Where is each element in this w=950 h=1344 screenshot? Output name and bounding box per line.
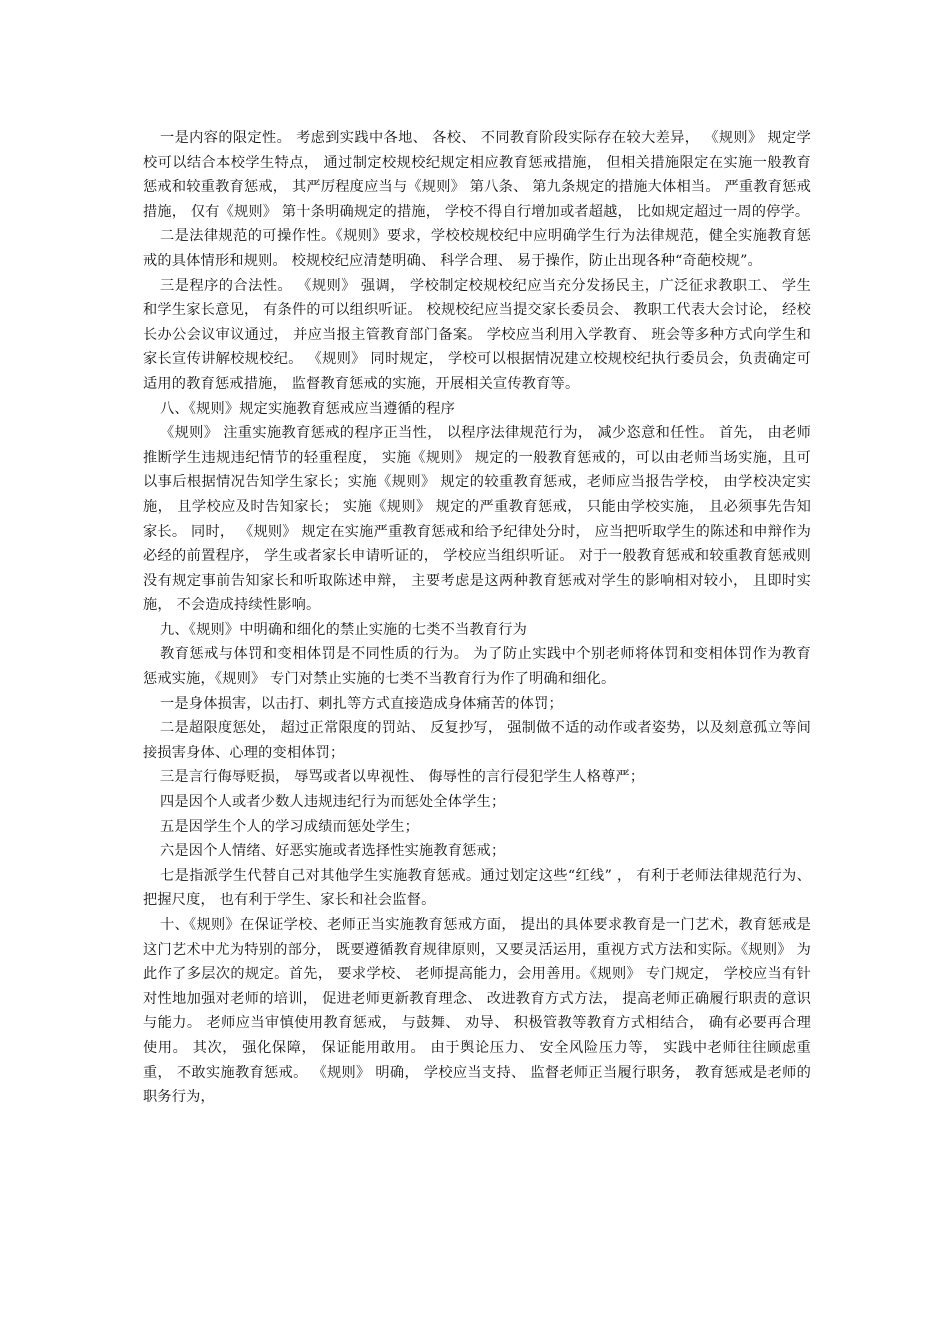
document-body (143, 126, 811, 1110)
list-item-2: 二是超限度惩处， 超过正常限度的罚站、 反复抄写， 强制做不适的动作或者姿势，以及刻意孤立等间接损害身体、心理的变相体罚； (143, 720, 811, 761)
section-heading-nine: 九、《规则》中明确和细化的禁止实施的七类不当教育行为 (160, 621, 528, 638)
paragraph-corporal-punishment: 教育惩戒与体罚和变相体罚是不同性质的行为。 为了防止实践中个别老师将体罚和变相体罚作为教育惩戒实施，《规则》 专门对禁止实施的七类不当教育行为作了明确和细化。 (143, 646, 811, 688)
list-item-6: 六是因个人情绪、好恶实施或者选择性实施教育惩戒； (160, 843, 506, 860)
paragraph-procedural-legality: 三是程序的合法性。 《规则》 强调， 学校制定校规校纪应当充分发扬民主，广泛征求教职工、 学生和学生家长意见， 有条件的可以组织听证。 校规校纪应当提交家长委员会、 教职工代表大会讨论， 经校长办公会议审议通过， 并应当报主管教育部门备案。 学校应当利用入学教育、 班会等多种方式向学生和家长宣传讲解校规校纪。 《规则》 同时规定， 学校可以根据情况建立校规校纪执行委员会，负责确定可适用的教育惩戒措施， 监督教育惩戒的实施，开展相关宣传教育等。 (143, 277, 811, 392)
section-heading-eight: 八、《规则》规定实施教育惩戒应当遵循的程序 (160, 400, 456, 417)
section-ten-paragraph: 十、《规则》在保证学校、老师正当实施教育惩戒方面， 提出的具体要求教育是一门艺术，教育惩戒是这门艺术中尤为特别的部分， 既要遵循教育规律原则，又要灵活运用，重视方式方法和实际。《规则》 为此作了多层次的规定。首先， 要求学校、 老师提高能力，会用善用。《规则》 专门规定， 学校应当有针对性地加强对老师的培训， 促进老师更新教育理念、 改进教育方式方法， 提高老师正确履行职责的意识与能力。 老师应当审慎使用教育惩戒， 与鼓舞、 劝导、 积极管教等教育方式相结合， 确有必要再合理使用。 其次， 强化保障， 保证能用敢用。 由于舆论压力、 安全风险压力等， 实践中老师往往顾虑重重， 不敢实施教育惩戒。 《规则》 明确， 学校应当支持、 监督老师正当履行职务， 教育惩戒是老师的职务行为， (143, 917, 811, 1106)
list-item-5: 五是因学生个人的学习成绩而惩处学生； (160, 818, 420, 835)
list-item-1: 一是身体损害，以击打、刺扎等方式直接造成身体痛苦的体罚； (160, 695, 563, 712)
paragraph-content-limits: 一是内容的限定性。 考虑到实践中各地、 各校、 不同教育阶段实际存在较大差异， 《规则》 规定学校可以结合本校学生特点， 通过制定校规校纪规定相应教育惩戒措施， 但相关措施限定在实施一般教育惩戒和较重教育惩戒， 其严厉程度应当与《规则》 第八条、 第九条规定的措施大体相当。 严重教育惩戒措施， 仅有《规则》 第十条明确规定的措施， 学校不得自行增加或者超越， 比如规定超过一周的停学。 (143, 130, 811, 220)
list-item-4: 四是因个人或者少数人违规违纪行为而惩处全体学生； (160, 794, 506, 811)
paragraph-operability: 二是法律规范的可操作性。《规则》要求，学校校规校纪中应明确学生行为法律规范，健全实施教育惩戒的具体情形和规则。 校规校纪应清楚明确、 科学合理、 易于操作，防止出现各种“奇葩校规”。 (143, 228, 811, 269)
list-item-7: 七是指派学生代替自己对其他学生实施教育惩戒。通过划定这些“红线” ， 有利于老师法律规范行为、 把握尺度， 也有利于学生、家长和社会监督。 (143, 867, 811, 909)
list-item-3: 三是言行侮辱贬损， 辱骂或者以卑视性、 侮辱性的言行侵犯学生人格尊严； (160, 769, 645, 786)
paragraph-procedure: 《规则》 注重实施教育惩戒的程序正当性， 以程序法律规范行为， 减少恣意和任性。 首先， 由老师推断学生违规违纪情节的轻重程度， 实施《规则》 规定的一般教育惩戒的，可以由老师当场实施，且可以事后根据情况告知学生家长；实施《规则》 规定的较重教育惩戒，老师应当报告学校， 由学校决定实施， 且学校应及时告知家长； 实施《规则》 规定的严重教育惩戒， 只能由学校实施， 且必须事先告知家长。 同时， 《规则》 规定在实施严重教育惩戒和给予纪律处分时， 应当把听取学生的陈述和申辩作为必经的前置程序， 学生或者家长申请听证的， 学校应当组织听证。 对于一般教育惩戒和较重教育惩戒则没有规定事前告知家长和听取陈述申辩， 主要考虑是这两种教育惩戒对学生的影响相对较小， 且即时实施， 不会造成持续性影响。 (143, 425, 811, 614)
